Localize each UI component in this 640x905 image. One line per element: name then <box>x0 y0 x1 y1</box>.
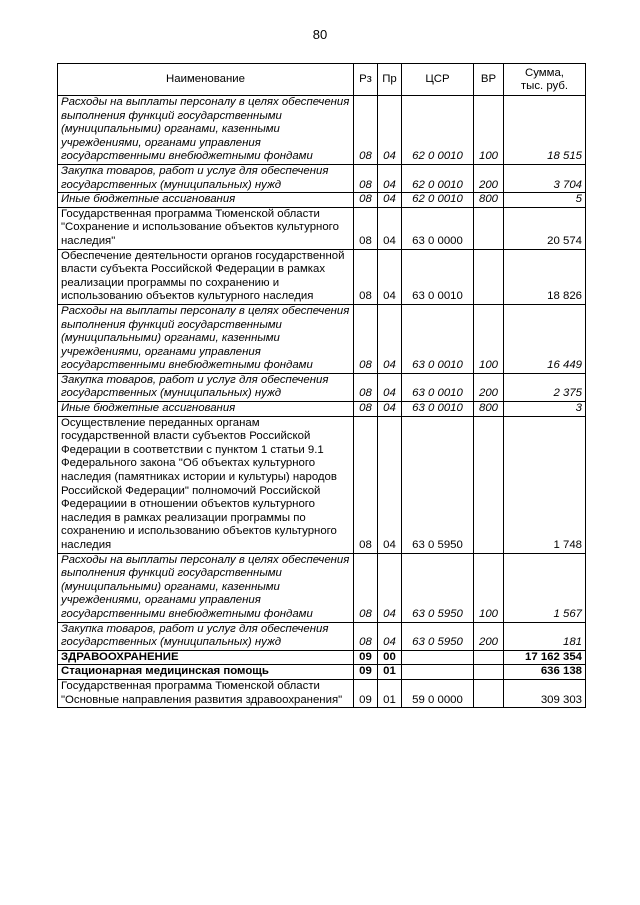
row-name: Государственная программа Тюменской области "Сохранение и использование объектов культурного наследия" <box>58 207 354 249</box>
row-pr: 00 <box>378 650 402 665</box>
row-rz: 08 <box>354 193 378 208</box>
table-row <box>58 96 586 165</box>
row-sum: 5 <box>504 193 586 208</box>
row-rz: 08 <box>354 373 378 401</box>
row-sum: 181 <box>504 622 586 650</box>
row-name: Обеспечение деятельности органов государственной власти субъекта Российской Федерации в рамках реализации программы по сохранению и использованию объектов культурного наследия <box>58 249 354 304</box>
row-name: ЗДРАВООХРАНЕНИЕ <box>58 650 354 665</box>
row-sum: 17 162 354 <box>504 650 586 665</box>
table-header-row <box>58 64 586 96</box>
row-csr: 63 0 0010 <box>402 304 474 373</box>
row-sum: 16 449 <box>504 304 586 373</box>
row-csr: 63 0 0010 <box>402 249 474 304</box>
table-row <box>58 207 586 249</box>
row-pr: 01 <box>378 679 402 707</box>
row-sum: 636 138 <box>504 665 586 680</box>
row-csr: 63 0 0010 <box>402 373 474 401</box>
column-header-sum-line1: Сумма, <box>525 66 564 79</box>
table-row <box>58 622 586 650</box>
row-name: Осуществление переданных органам государственной власти субъектов Российской Федерации в соответствии с пунктом 1 статьи 9.1 Федерального закона "Об объектах культурного наследия (памятниках истории и культуры) народов Российской Федерации" полномочий Российской Федерациии в отношении объектов культурного наследия в рамках реализации программы по сохранению и использованию объектов культурного наследия <box>58 416 354 553</box>
row-vr <box>474 207 504 249</box>
row-pr: 01 <box>378 665 402 680</box>
row-sum: 3 704 <box>504 164 586 192</box>
row-name: Стационарная медицинская помощь <box>58 665 354 680</box>
column-header-rz: Рз <box>354 64 378 96</box>
row-pr: 04 <box>378 622 402 650</box>
table-row <box>58 249 586 304</box>
row-name: Расходы на выплаты персоналу в целях обеспечения выполнения функций государственными (муниципальными) органами, казенными учреждениями, органами управления государственными внебюджетными фондами <box>58 96 354 165</box>
table-row <box>58 665 586 680</box>
row-csr: 62 0 0010 <box>402 164 474 192</box>
table-row <box>58 650 586 665</box>
row-pr: 04 <box>378 193 402 208</box>
row-sum: 1 567 <box>504 553 586 622</box>
column-header-name: Наименование <box>58 64 354 96</box>
table-row <box>58 193 586 208</box>
row-rz: 08 <box>354 249 378 304</box>
row-vr: 200 <box>474 622 504 650</box>
row-pr: 04 <box>378 416 402 553</box>
row-vr: 100 <box>474 553 504 622</box>
row-vr: 800 <box>474 193 504 208</box>
row-rz: 08 <box>354 164 378 192</box>
row-rz: 08 <box>354 622 378 650</box>
row-name: Государственная программа Тюменской области "Основные направления развития здравоохранения" <box>58 679 354 707</box>
table-row <box>58 416 586 553</box>
row-vr: 100 <box>474 96 504 165</box>
row-pr: 04 <box>378 553 402 622</box>
row-pr: 04 <box>378 402 402 417</box>
table-row <box>58 679 586 707</box>
row-csr: 59 0 0000 <box>402 679 474 707</box>
row-vr <box>474 249 504 304</box>
row-sum: 309 303 <box>504 679 586 707</box>
row-vr <box>474 650 504 665</box>
row-csr: 62 0 0010 <box>402 96 474 165</box>
column-header-pr: Пр <box>378 64 402 96</box>
row-name: Закупка товаров, работ и услуг для обеспечения государственных (муниципальных) нужд <box>58 373 354 401</box>
row-csr: 63 0 5950 <box>402 416 474 553</box>
table-row <box>58 164 586 192</box>
budget-table <box>57 63 586 708</box>
column-header-csr: ЦСР <box>402 64 474 96</box>
row-rz: 09 <box>354 650 378 665</box>
row-pr: 04 <box>378 207 402 249</box>
row-csr: 63 0 0010 <box>402 402 474 417</box>
row-sum: 20 574 <box>504 207 586 249</box>
row-vr <box>474 665 504 680</box>
row-name: Закупка товаров, работ и услуг для обеспечения государственных (муниципальных) нужд <box>58 622 354 650</box>
row-name: Расходы на выплаты персоналу в целях обеспечения выполнения функций государственными (муниципальными) органами, казенными учреждениями, органами управления государственными внебюджетными фондами <box>58 553 354 622</box>
table-row <box>58 402 586 417</box>
table-row <box>58 373 586 401</box>
row-pr: 04 <box>378 249 402 304</box>
row-csr: 62 0 0010 <box>402 193 474 208</box>
row-vr <box>474 416 504 553</box>
column-header-sum-line2: тыс. руб. <box>520 79 569 92</box>
row-vr: 100 <box>474 304 504 373</box>
column-header-sum <box>504 64 586 96</box>
row-name: Расходы на выплаты персоналу в целях обеспечения выполнения функций государственными (муниципальными) органами, казенными учреждениями, органами управления государственными внебюджетными фондами <box>58 304 354 373</box>
table-row <box>58 304 586 373</box>
row-vr: 200 <box>474 164 504 192</box>
row-csr <box>402 665 474 680</box>
page-number: 80 <box>312 27 328 42</box>
row-csr: 63 0 5950 <box>402 553 474 622</box>
row-name: Иные бюджетные ассигнования <box>58 193 354 208</box>
row-vr <box>474 679 504 707</box>
row-rz: 08 <box>354 96 378 165</box>
row-rz: 08 <box>354 207 378 249</box>
row-sum: 3 <box>504 402 586 417</box>
row-pr: 04 <box>378 373 402 401</box>
row-sum: 2 375 <box>504 373 586 401</box>
row-rz: 08 <box>354 416 378 553</box>
row-csr: 63 0 0000 <box>402 207 474 249</box>
row-rz: 09 <box>354 665 378 680</box>
row-rz: 08 <box>354 553 378 622</box>
row-name: Иные бюджетные ассигнования <box>58 402 354 417</box>
row-pr: 04 <box>378 164 402 192</box>
row-name: Закупка товаров, работ и услуг для обеспечения государственных (муниципальных) нужд <box>58 164 354 192</box>
row-csr: 63 0 5950 <box>402 622 474 650</box>
table-row <box>58 553 586 622</box>
row-rz: 08 <box>354 402 378 417</box>
row-pr: 04 <box>378 96 402 165</box>
row-csr <box>402 650 474 665</box>
row-sum: 1 748 <box>504 416 586 553</box>
row-sum: 18 515 <box>504 96 586 165</box>
column-header-vr: ВР <box>474 64 504 96</box>
row-rz: 08 <box>354 304 378 373</box>
row-vr: 800 <box>474 402 504 417</box>
row-pr: 04 <box>378 304 402 373</box>
row-vr: 200 <box>474 373 504 401</box>
row-rz: 09 <box>354 679 378 707</box>
row-sum: 18 826 <box>504 249 586 304</box>
